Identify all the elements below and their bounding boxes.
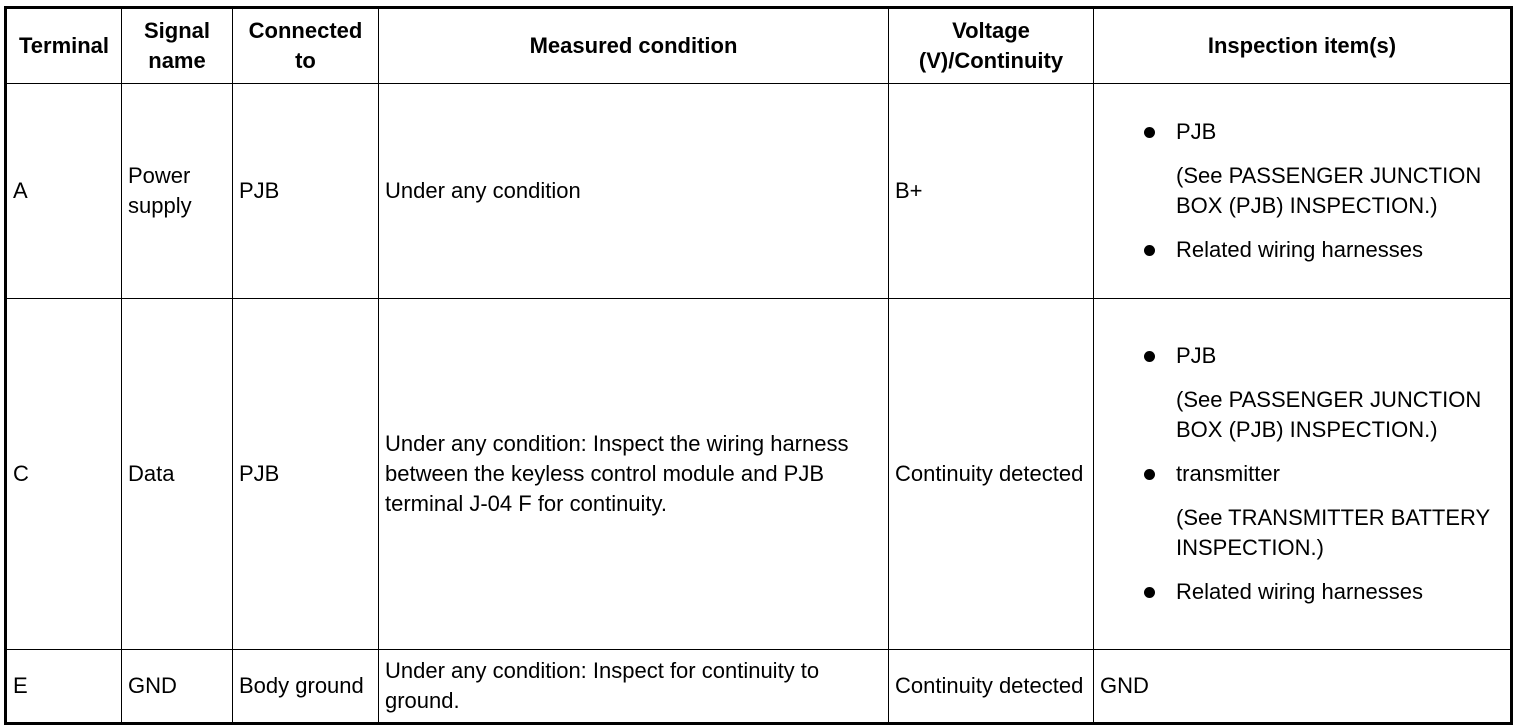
inspection-list	[1100, 341, 1504, 607]
bullet-icon	[1144, 245, 1155, 256]
inspection-list	[1100, 117, 1504, 265]
inspection-item-label: Related wiring harnesses	[1176, 237, 1424, 262]
inspection-reference-note: (See TRANSMITTER BATTERY INSPECTION.)	[1176, 505, 1490, 560]
header-signal-name: Signal name	[122, 8, 233, 84]
inspection-reference-note: (See PASSENGER JUNCTION BOX (PJB) INSPECTION.)	[1176, 163, 1482, 218]
header-row	[6, 8, 1512, 84]
inspection-item-label: Related wiring harnesses	[1176, 579, 1424, 604]
header-terminal: Terminal	[6, 8, 122, 84]
inspection-item	[1100, 341, 1504, 445]
terminal-cell: C	[6, 299, 122, 650]
terminal-cell: E	[6, 650, 122, 724]
voltage-cell: B+	[889, 84, 1094, 299]
voltage-cell: Continuity detected	[889, 650, 1094, 724]
inspection-item-label: transmitter	[1176, 461, 1280, 486]
connected-to-cell: Body ground	[233, 650, 379, 724]
inspection-item	[1100, 577, 1504, 607]
table-row	[6, 299, 1512, 650]
connected-to-cell: PJB	[233, 84, 379, 299]
voltage-cell: Continuity detected	[889, 299, 1094, 650]
inspection-item-label: PJB	[1176, 119, 1217, 144]
table-row	[6, 650, 1512, 724]
signal-name-cell: Power supply	[122, 84, 233, 299]
bullet-icon	[1144, 469, 1155, 480]
signal-name-cell: Data	[122, 299, 233, 650]
inspection-items-cell: GND	[1094, 650, 1512, 724]
connected-to-cell: PJB	[233, 299, 379, 650]
header-measured-condition: Measured condition	[379, 8, 889, 84]
bullet-icon	[1144, 587, 1155, 598]
bullet-icon	[1144, 351, 1155, 362]
inspection-item	[1100, 235, 1504, 265]
table-row	[6, 84, 1512, 299]
inspection-items-cell	[1094, 84, 1512, 299]
inspection-item	[1100, 117, 1504, 221]
inspection-item	[1100, 459, 1504, 563]
header-inspection-items: Inspection item(s)	[1094, 8, 1512, 84]
inspection-item-label: PJB	[1176, 343, 1217, 368]
measured-condition-cell: Under any condition	[379, 84, 889, 299]
bullet-icon	[1144, 127, 1155, 138]
header-voltage-continuity: Voltage (V)/Continuity	[889, 8, 1094, 84]
inspection-reference-note: (See PASSENGER JUNCTION BOX (PJB) INSPECTION.)	[1176, 387, 1482, 442]
inspection-items-cell	[1094, 299, 1512, 650]
terminal-inspection-table	[4, 6, 1513, 725]
measured-condition-cell: Under any condition: Inspect the wiring harness between the keyless control module and PJB terminal J-04 F for continuity.	[379, 299, 889, 650]
measured-condition-cell: Under any condition: Inspect for continuity to ground.	[379, 650, 889, 724]
header-connected-to: Connected to	[233, 8, 379, 84]
signal-name-cell: GND	[122, 650, 233, 724]
terminal-cell: A	[6, 84, 122, 299]
